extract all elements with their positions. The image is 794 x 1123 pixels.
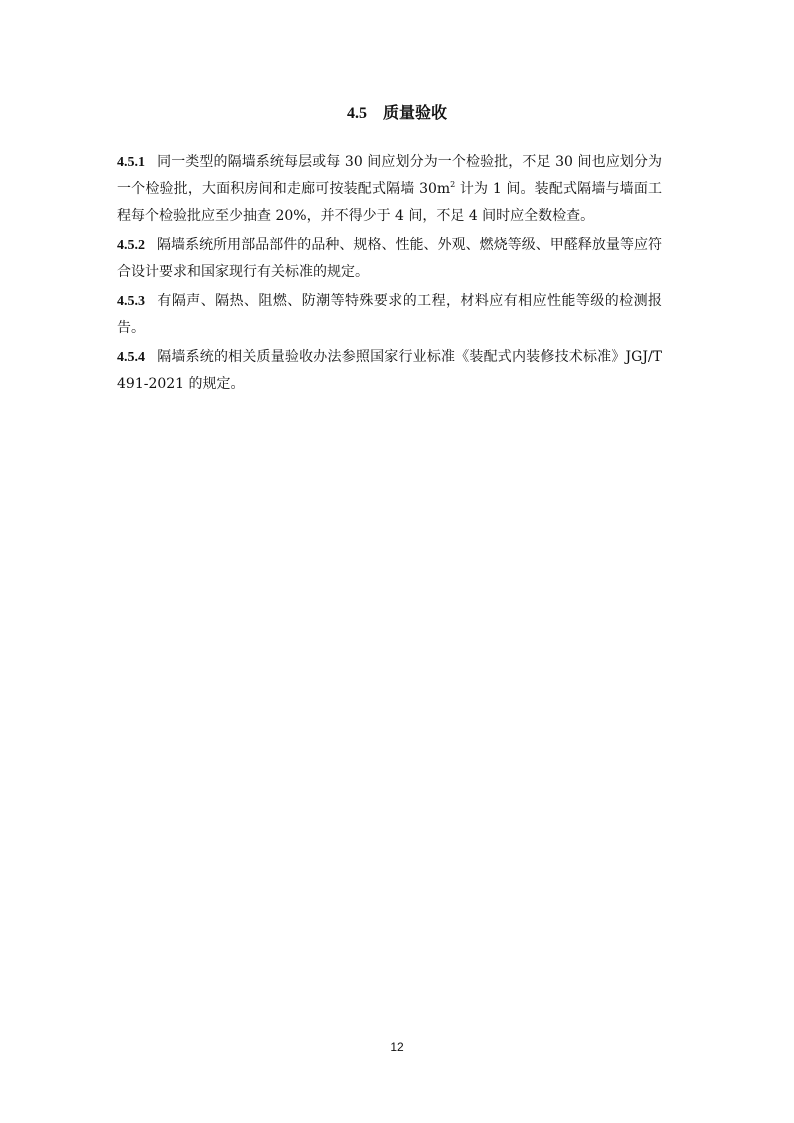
clause-4-5-1 <box>117 149 662 230</box>
clause-text: 同一类型的隔墙系统每层或每 30 间应划分为一个检验批，不足 30 间也应划分为一个检验批，大面积房间和走廊可按装配式隔墙 30m <box>117 154 662 197</box>
clause-4-5-3 <box>117 288 662 342</box>
clause-text: 隔墙系统的相关质量验收办法参照国家行业标准《装配式内装修技术标准》JGJ/T 491-2021 的规定。 <box>117 349 662 392</box>
clause-number: 4.5.2 <box>117 238 145 253</box>
section-number: 4.5 <box>346 105 367 122</box>
clause-number: 4.5.4 <box>117 350 145 365</box>
clause-text-continued: 计为 1 间。装配式隔墙与墙面工程每个检验批应至少抽查 20%，并不得少于 4 间，不足 4 间时应全数检查。 <box>117 181 662 224</box>
superscript-unit: 2 <box>450 180 456 189</box>
clause-number: 4.5.3 <box>117 294 145 309</box>
section-title-text: 质量验收 <box>382 103 447 122</box>
clause-list <box>117 149 662 400</box>
clause-number: 4.5.1 <box>117 155 145 170</box>
section-title <box>0 101 794 126</box>
clause-4-5-4 <box>117 344 662 398</box>
clause-text: 有隔声、隔热、阻燃、防潮等特殊要求的工程，材料应有相应性能等级的检测报告。 <box>117 293 662 336</box>
clause-4-5-2 <box>117 232 662 286</box>
page-number: 12 <box>390 1040 404 1054</box>
clause-text: 隔墙系统所用部品部件的品种、规格、性能、外观、燃烧等级、甲醛释放量等应符合设计要求和国家现行有关标准的规定。 <box>117 237 662 280</box>
